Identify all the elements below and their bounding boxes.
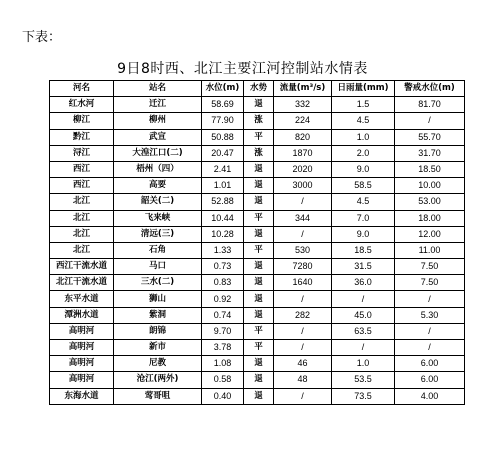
header-river-name: 河名	[50, 81, 114, 97]
station-name-cell: 尼教	[114, 356, 202, 372]
water-level-cell: 0.92	[202, 291, 244, 307]
station-name-cell: 韶关(二)	[114, 194, 202, 210]
daily-rainfall-cell: 73.5	[332, 388, 395, 404]
table-row	[50, 145, 465, 161]
table-row	[50, 97, 465, 113]
daily-rainfall-cell: 58.5	[332, 178, 395, 194]
trend-cell: 退	[244, 178, 274, 194]
water-level-table	[49, 80, 465, 405]
water-level-cell: 1.01	[202, 178, 244, 194]
flow-cell: /	[274, 194, 332, 210]
trend-cell: 平	[244, 242, 274, 258]
table-row	[50, 161, 465, 177]
header-water-level: 水位(m)	[202, 81, 244, 97]
river-name-cell: 北江	[50, 194, 114, 210]
trend-cell: 退	[244, 259, 274, 275]
flow-cell: /	[274, 323, 332, 339]
table-row	[50, 372, 465, 388]
daily-rainfall-cell: 31.5	[332, 259, 395, 275]
table-row	[50, 291, 465, 307]
warning-level-cell: 18.00	[395, 210, 465, 226]
flow-cell: 1870	[274, 145, 332, 161]
water-level-cell: 10.44	[202, 210, 244, 226]
intro-text: 下表：	[22, 30, 62, 45]
table-row	[50, 178, 465, 194]
daily-rainfall-cell: /	[332, 340, 395, 356]
warning-level-cell: /	[395, 323, 465, 339]
warning-level-cell: 7.50	[395, 259, 465, 275]
daily-rainfall-cell: 2.0	[332, 145, 395, 161]
warning-level-cell: 6.00	[395, 356, 465, 372]
station-name-cell: 梧州（四）	[114, 161, 202, 177]
trend-cell: 退	[244, 161, 274, 177]
warning-level-cell: 18.50	[395, 161, 465, 177]
flow-cell: 282	[274, 307, 332, 323]
station-name-cell: 清远(三)	[114, 226, 202, 242]
station-name-cell: 飞来峡	[114, 210, 202, 226]
warning-level-cell: 81.70	[395, 97, 465, 113]
table-row	[50, 259, 465, 275]
warning-level-cell: 6.00	[395, 372, 465, 388]
trend-cell: 退	[244, 194, 274, 210]
flow-cell: 2020	[274, 161, 332, 177]
trend-cell: 涨	[244, 113, 274, 129]
station-name-cell: 武宣	[114, 129, 202, 145]
water-level-cell: 3.78	[202, 340, 244, 356]
table-row	[50, 323, 465, 339]
water-level-cell: 1.33	[202, 242, 244, 258]
flow-cell: 48	[274, 372, 332, 388]
daily-rainfall-cell: 36.0	[332, 275, 395, 291]
river-name-cell: 高明河	[50, 340, 114, 356]
header-daily-rainfall: 日雨量(mm)	[332, 81, 395, 97]
header-warning-level: 警戒水位(m)	[395, 81, 465, 97]
daily-rainfall-cell: 45.0	[332, 307, 395, 323]
warning-level-cell: 55.70	[395, 129, 465, 145]
station-name-cell: 莺哥咀	[114, 388, 202, 404]
flow-cell: 7280	[274, 259, 332, 275]
warning-level-cell: 10.00	[395, 178, 465, 194]
station-name-cell: 紫洞	[114, 307, 202, 323]
table-row	[50, 356, 465, 372]
trend-cell: 退	[244, 291, 274, 307]
water-level-cell: 0.58	[202, 372, 244, 388]
daily-rainfall-cell: 1.5	[332, 97, 395, 113]
trend-cell: 退	[244, 97, 274, 113]
flow-cell: 3000	[274, 178, 332, 194]
daily-rainfall-cell: 7.0	[332, 210, 395, 226]
water-level-cell: 0.40	[202, 388, 244, 404]
flow-cell: /	[274, 388, 332, 404]
river-name-cell: 北江	[50, 226, 114, 242]
flow-cell: /	[274, 291, 332, 307]
flow-cell: /	[274, 226, 332, 242]
river-name-cell: 潭洲水道	[50, 307, 114, 323]
trend-cell: 平	[244, 129, 274, 145]
river-name-cell: 高明河	[50, 323, 114, 339]
warning-level-cell: /	[395, 291, 465, 307]
river-name-cell: 东海水道	[50, 388, 114, 404]
river-name-cell: 西江干流水道	[50, 259, 114, 275]
table-row	[50, 307, 465, 323]
station-name-cell: 三水(二)	[114, 275, 202, 291]
table-row	[50, 129, 465, 145]
daily-rainfall-cell: 1.0	[332, 356, 395, 372]
station-name-cell: 沧江(两外)	[114, 372, 202, 388]
river-name-cell: 高明河	[50, 372, 114, 388]
water-level-cell: 50.88	[202, 129, 244, 145]
flow-cell: 820	[274, 129, 332, 145]
warning-level-cell: /	[395, 113, 465, 129]
warning-level-cell: 31.70	[395, 145, 465, 161]
station-name-cell: 马口	[114, 259, 202, 275]
warning-level-cell: 5.30	[395, 307, 465, 323]
warning-level-cell: 7.50	[395, 275, 465, 291]
trend-cell: 涨	[244, 145, 274, 161]
river-name-cell: 西江	[50, 161, 114, 177]
station-name-cell: 大湟江口(二)	[114, 145, 202, 161]
trend-cell: 平	[244, 323, 274, 339]
table-row	[50, 242, 465, 258]
trend-cell: 退	[244, 307, 274, 323]
trend-cell: 退	[244, 356, 274, 372]
trend-cell: 退	[244, 388, 274, 404]
station-name-cell: 迁江	[114, 97, 202, 113]
flow-cell: 344	[274, 210, 332, 226]
table-row	[50, 388, 465, 404]
flow-cell: /	[274, 340, 332, 356]
trend-cell: 平	[244, 210, 274, 226]
river-name-cell: 浔江	[50, 145, 114, 161]
flow-cell: 224	[274, 113, 332, 129]
river-name-cell: 北江	[50, 242, 114, 258]
water-level-cell: 0.73	[202, 259, 244, 275]
river-name-cell: 红水河	[50, 97, 114, 113]
warning-level-cell: 11.00	[395, 242, 465, 258]
warning-level-cell: 12.00	[395, 226, 465, 242]
river-name-cell: 北江	[50, 210, 114, 226]
daily-rainfall-cell: 53.5	[332, 372, 395, 388]
daily-rainfall-cell: 63.5	[332, 323, 395, 339]
table-row	[50, 210, 465, 226]
river-name-cell: 西江	[50, 178, 114, 194]
trend-cell: 退	[244, 226, 274, 242]
header-station-name: 站名	[114, 81, 202, 97]
table-row	[50, 194, 465, 210]
flow-cell: 530	[274, 242, 332, 258]
warning-level-cell: 4.00	[395, 388, 465, 404]
water-level-cell: 20.47	[202, 145, 244, 161]
daily-rainfall-cell: 9.0	[332, 161, 395, 177]
station-name-cell: 新市	[114, 340, 202, 356]
header-flow: 流量(m³/s)	[274, 81, 332, 97]
station-name-cell: 柳州	[114, 113, 202, 129]
daily-rainfall-cell: 9.0	[332, 226, 395, 242]
flow-cell: 46	[274, 356, 332, 372]
flow-cell: 1640	[274, 275, 332, 291]
station-name-cell: 石角	[114, 242, 202, 258]
river-name-cell: 柳江	[50, 113, 114, 129]
river-name-cell: 高明河	[50, 356, 114, 372]
warning-level-cell: 53.00	[395, 194, 465, 210]
water-level-cell: 52.88	[202, 194, 244, 210]
warning-level-cell: /	[395, 340, 465, 356]
river-name-cell: 东平水道	[50, 291, 114, 307]
water-level-cell: 1.08	[202, 356, 244, 372]
water-level-cell: 9.70	[202, 323, 244, 339]
trend-cell: 退	[244, 275, 274, 291]
water-level-cell: 58.69	[202, 97, 244, 113]
daily-rainfall-cell: 4.5	[332, 113, 395, 129]
trend-cell: 平	[244, 340, 274, 356]
trend-cell: 退	[244, 372, 274, 388]
daily-rainfall-cell: 18.5	[332, 242, 395, 258]
river-name-cell: 北江干流水道	[50, 275, 114, 291]
table-row	[50, 113, 465, 129]
water-level-cell: 0.83	[202, 275, 244, 291]
river-name-cell: 黔江	[50, 129, 114, 145]
table-row	[50, 226, 465, 242]
table-title: 9日8时西、北江主要江河控制站水情表	[117, 61, 368, 77]
table-header-row	[50, 81, 465, 97]
daily-rainfall-cell: 1.0	[332, 129, 395, 145]
table-row	[50, 340, 465, 356]
daily-rainfall-cell: 4.5	[332, 194, 395, 210]
water-level-cell: 77.90	[202, 113, 244, 129]
station-name-cell: 高要	[114, 178, 202, 194]
station-name-cell: 狮山	[114, 291, 202, 307]
station-name-cell: 朗锦	[114, 323, 202, 339]
header-trend: 水势	[244, 81, 274, 97]
table-row	[50, 275, 465, 291]
daily-rainfall-cell: /	[332, 291, 395, 307]
water-level-cell: 2.41	[202, 161, 244, 177]
water-level-cell: 10.28	[202, 226, 244, 242]
water-level-cell: 0.74	[202, 307, 244, 323]
flow-cell: 332	[274, 97, 332, 113]
